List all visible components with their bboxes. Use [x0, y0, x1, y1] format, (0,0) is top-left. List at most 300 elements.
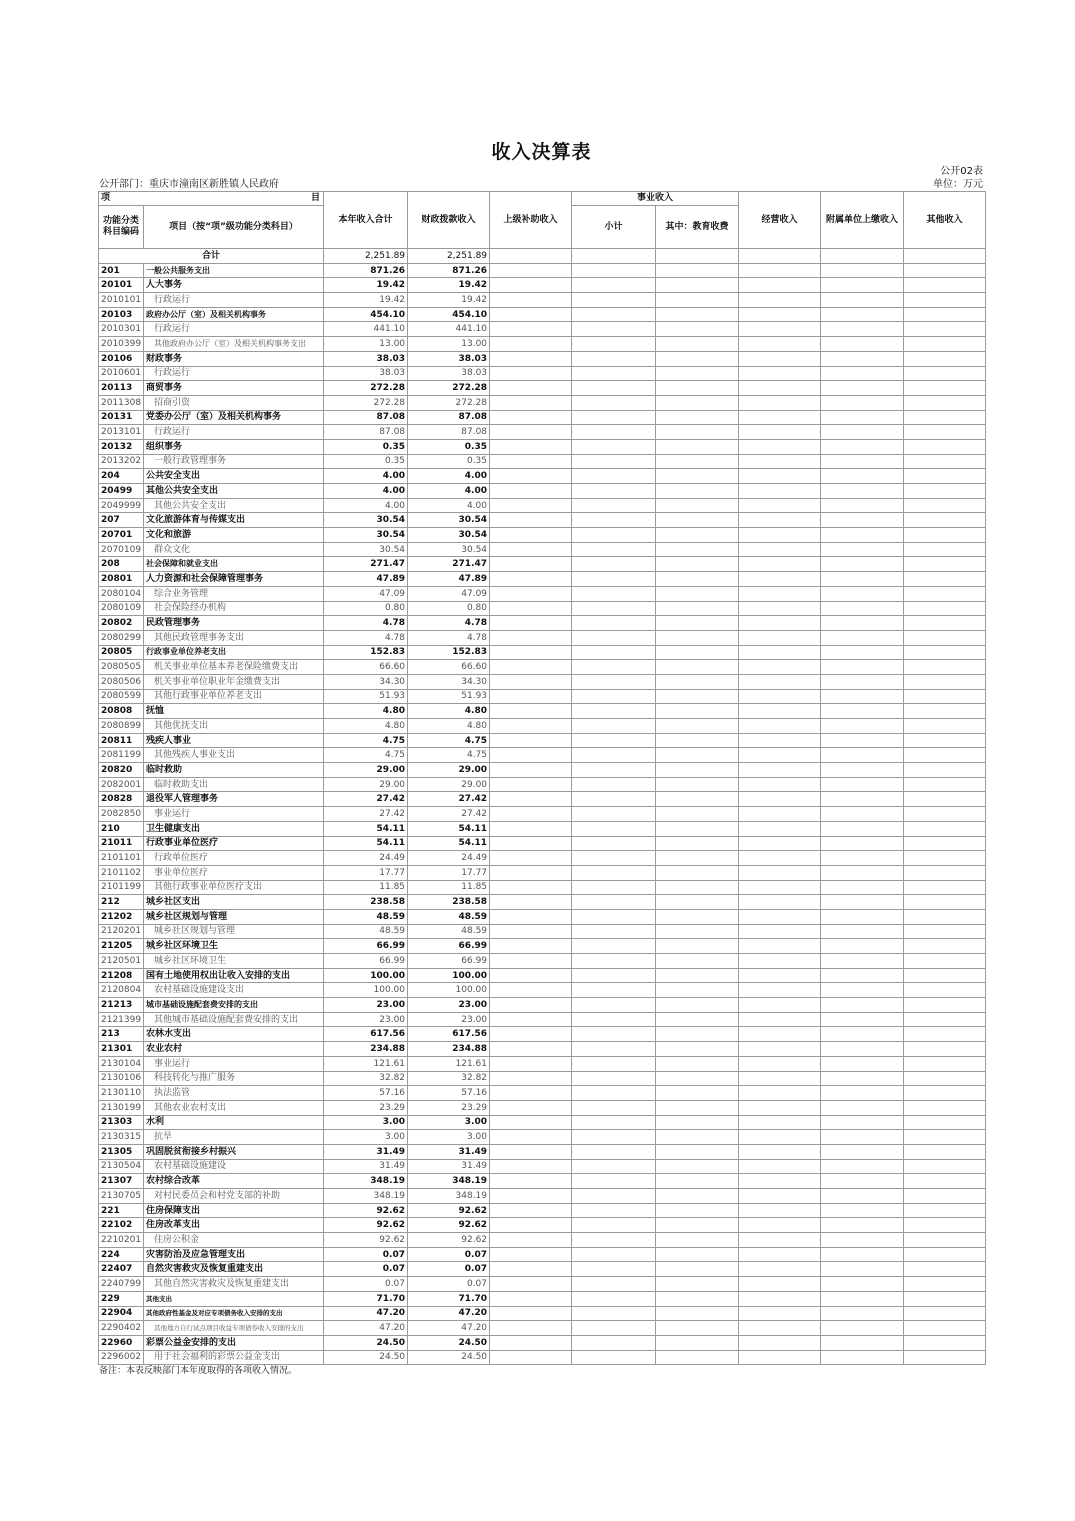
table-row	[99, 542, 986, 557]
table-row	[99, 293, 986, 308]
row-empty-cell	[821, 939, 904, 954]
row-empty-cell	[572, 895, 656, 910]
table-row	[99, 1218, 986, 1233]
row-total: 3.00	[324, 1130, 408, 1145]
row-empty-cell	[572, 645, 656, 660]
row-empty-cell	[739, 880, 821, 895]
row-empty-cell	[904, 395, 986, 410]
table-row	[99, 1086, 986, 1101]
row-fiscal: 13.00	[408, 337, 490, 352]
row-total: 454.10	[324, 307, 408, 322]
row-total: 87.08	[324, 425, 408, 440]
row-empty-cell	[656, 1321, 739, 1336]
row-empty-cell	[739, 1042, 821, 1057]
row-empty-cell	[490, 719, 572, 734]
item-right-label: 目	[311, 193, 321, 203]
row-total: 92.62	[324, 1233, 408, 1248]
row-code: 20131	[99, 410, 144, 425]
row-fiscal: 0.35	[408, 454, 490, 469]
row-empty-cell	[821, 542, 904, 557]
row-code: 20132	[99, 439, 144, 454]
row-total: 0.07	[324, 1262, 408, 1277]
row-empty-cell	[739, 763, 821, 778]
row-empty-cell	[572, 1335, 656, 1350]
row-fiscal: 152.83	[408, 645, 490, 660]
row-empty-cell	[904, 263, 986, 278]
row-empty-cell	[739, 1189, 821, 1204]
row-fiscal: 24.49	[408, 851, 490, 866]
row-name: 其他城市基础设施配套费安排的支出	[144, 1012, 324, 1027]
row-name: 城乡社区支出	[144, 895, 324, 910]
table-row	[99, 998, 986, 1013]
row-empty-cell	[739, 381, 821, 396]
row-total: 4.75	[324, 748, 408, 763]
row-empty-cell	[904, 895, 986, 910]
row-code: 213	[99, 1027, 144, 1042]
row-total: 24.50	[324, 1335, 408, 1350]
row-code: 2120501	[99, 954, 144, 969]
row-empty-cell	[821, 395, 904, 410]
row-code: 20113	[99, 381, 144, 396]
row-empty-cell	[821, 528, 904, 543]
row-fiscal: 23.29	[408, 1100, 490, 1115]
row-name: 其他公共安全支出	[144, 498, 324, 513]
row-name: 群众文化	[144, 542, 324, 557]
row-name: 事业运行	[144, 1056, 324, 1071]
row-empty-cell	[656, 719, 739, 734]
row-empty-cell	[656, 689, 739, 704]
row-empty-cell	[656, 807, 739, 822]
row-code: 20808	[99, 704, 144, 719]
row-fiscal: 87.08	[408, 425, 490, 440]
row-total: 348.19	[324, 1189, 408, 1204]
table-row	[99, 763, 986, 778]
row-empty-cell	[904, 763, 986, 778]
row-empty-cell	[739, 293, 821, 308]
table-row	[99, 836, 986, 851]
row-code: 2290402	[99, 1321, 144, 1336]
row-code: 21208	[99, 968, 144, 983]
row-empty-cell	[656, 1071, 739, 1086]
row-empty-cell	[656, 439, 739, 454]
row-code: 2010101	[99, 293, 144, 308]
row-empty-cell	[821, 337, 904, 352]
row-empty-cell	[739, 1100, 821, 1115]
row-empty-cell	[904, 1203, 986, 1218]
row-fiscal: 66.60	[408, 660, 490, 675]
row-total: 871.26	[324, 263, 408, 278]
row-total: 4.80	[324, 719, 408, 734]
row-empty-cell	[656, 513, 739, 528]
row-fiscal: 48.59	[408, 924, 490, 939]
row-empty-cell	[739, 1350, 821, 1365]
row-fiscal: 0.07	[408, 1247, 490, 1262]
row-empty-cell	[572, 484, 656, 499]
row-empty-cell	[572, 1159, 656, 1174]
table-row	[99, 1130, 986, 1145]
row-empty-cell	[904, 777, 986, 792]
table-row	[99, 1203, 986, 1218]
row-empty-cell	[739, 484, 821, 499]
row-empty-cell	[656, 777, 739, 792]
row-empty-cell	[572, 1262, 656, 1277]
row-empty-cell	[656, 1350, 739, 1365]
row-code: 212	[99, 895, 144, 910]
row-empty-cell	[656, 660, 739, 675]
row-empty-cell	[821, 1233, 904, 1248]
row-code: 2130315	[99, 1130, 144, 1145]
row-name: 住房公积金	[144, 1233, 324, 1248]
row-fiscal: 57.16	[408, 1086, 490, 1101]
row-empty-cell	[904, 1071, 986, 1086]
row-empty-cell	[572, 1306, 656, 1321]
row-total: 92.62	[324, 1218, 408, 1233]
row-empty-cell	[739, 1233, 821, 1248]
row-empty-cell	[739, 557, 821, 572]
table-row	[99, 1174, 986, 1189]
row-code: 20106	[99, 351, 144, 366]
row-empty-cell	[490, 998, 572, 1013]
row-fiscal: 0.35	[408, 439, 490, 454]
row-empty-cell	[904, 748, 986, 763]
table-row	[99, 1277, 986, 1292]
row-code: 2011308	[99, 395, 144, 410]
row-code: 2010399	[99, 337, 144, 352]
row-empty-cell	[572, 542, 656, 557]
row-empty-cell	[739, 366, 821, 381]
row-empty-cell	[739, 821, 821, 836]
row-total: 441.10	[324, 322, 408, 337]
row-empty-cell	[821, 1335, 904, 1350]
row-empty-cell	[656, 586, 739, 601]
row-empty-cell	[739, 719, 821, 734]
row-empty-cell	[490, 528, 572, 543]
table-row	[99, 395, 986, 410]
row-empty-cell	[490, 263, 572, 278]
row-empty-cell	[904, 865, 986, 880]
table-row	[99, 924, 986, 939]
row-empty-cell	[490, 792, 572, 807]
row-name: 财政事务	[144, 351, 324, 366]
row-empty-cell	[572, 807, 656, 822]
table-row	[99, 572, 986, 587]
row-total: 30.54	[324, 513, 408, 528]
row-fiscal: 11.85	[408, 880, 490, 895]
row-fiscal: 38.03	[408, 351, 490, 366]
row-total: 48.59	[324, 909, 408, 924]
row-empty-cell	[490, 542, 572, 557]
row-empty-cell	[572, 1100, 656, 1115]
col-superior: 上级补助收入	[490, 192, 572, 249]
row-fiscal: 271.47	[408, 557, 490, 572]
row-empty-cell	[821, 410, 904, 425]
row-code: 2082850	[99, 807, 144, 822]
row-fiscal: 48.59	[408, 909, 490, 924]
item-left-label: 项	[101, 193, 111, 203]
row-total: 4.80	[324, 704, 408, 719]
row-fiscal: 4.75	[408, 748, 490, 763]
row-code: 2070109	[99, 542, 144, 557]
row-empty-cell	[821, 1247, 904, 1262]
table-row	[99, 939, 986, 954]
row-empty-cell	[821, 586, 904, 601]
row-empty-cell	[904, 924, 986, 939]
row-empty-cell	[656, 983, 739, 998]
total-sum: 2,251.89	[324, 249, 408, 264]
row-empty-cell	[821, 895, 904, 910]
table-row	[99, 1056, 986, 1071]
table-row	[99, 1350, 986, 1365]
row-name: 文化和旅游	[144, 528, 324, 543]
row-fiscal: 71.70	[408, 1291, 490, 1306]
row-fiscal: 30.54	[408, 513, 490, 528]
row-name: 灾害防治及应急管理支出	[144, 1247, 324, 1262]
row-empty-cell	[821, 1115, 904, 1130]
table-body	[99, 249, 986, 1365]
row-empty-cell	[739, 337, 821, 352]
table-row	[99, 454, 986, 469]
row-empty-cell	[739, 395, 821, 410]
row-total: 71.70	[324, 1291, 408, 1306]
row-empty-cell	[572, 719, 656, 734]
row-empty-cell	[821, 748, 904, 763]
row-empty-cell	[572, 674, 656, 689]
row-empty-cell	[739, 909, 821, 924]
total-label: 合计	[99, 249, 324, 264]
row-empty-cell	[739, 351, 821, 366]
row-empty-cell	[656, 1100, 739, 1115]
row-empty-cell	[821, 1350, 904, 1365]
row-name: 机关事业单位基本养老保险缴费支出	[144, 660, 324, 675]
row-empty-cell	[572, 777, 656, 792]
row-empty-cell	[821, 630, 904, 645]
row-empty-cell	[821, 263, 904, 278]
row-empty-cell	[904, 425, 986, 440]
row-name: 政府办公厅（室）及相关机构事务	[144, 307, 324, 322]
row-code: 2130705	[99, 1189, 144, 1204]
row-empty-cell	[656, 1012, 739, 1027]
row-code: 2130104	[99, 1056, 144, 1071]
row-empty-cell	[490, 880, 572, 895]
row-code: 22102	[99, 1218, 144, 1233]
table-row	[99, 1100, 986, 1115]
row-empty-cell	[656, 954, 739, 969]
row-empty-cell	[490, 1042, 572, 1057]
table-row	[99, 630, 986, 645]
row-empty-cell	[656, 1306, 739, 1321]
row-code: 2080899	[99, 719, 144, 734]
row-fiscal: 3.00	[408, 1130, 490, 1145]
row-fiscal: 238.58	[408, 895, 490, 910]
row-empty-cell	[821, 1100, 904, 1115]
row-empty-cell	[572, 660, 656, 675]
row-empty-cell	[490, 1012, 572, 1027]
row-name: 行政事业单位医疗	[144, 836, 324, 851]
row-empty-cell	[904, 1335, 986, 1350]
row-empty-cell	[656, 1218, 739, 1233]
row-empty-cell	[572, 983, 656, 998]
row-empty-cell	[572, 293, 656, 308]
row-empty-cell	[739, 645, 821, 660]
row-empty-cell	[821, 322, 904, 337]
row-empty-cell	[490, 763, 572, 778]
row-empty-cell	[739, 689, 821, 704]
row-empty-cell	[656, 645, 739, 660]
row-total: 0.07	[324, 1247, 408, 1262]
row-fiscal: 19.42	[408, 293, 490, 308]
row-fiscal: 4.78	[408, 630, 490, 645]
row-fiscal: 24.50	[408, 1350, 490, 1365]
row-empty-cell	[904, 410, 986, 425]
row-empty-cell	[490, 836, 572, 851]
table-row	[99, 1012, 986, 1027]
row-empty-cell	[490, 439, 572, 454]
row-fiscal: 0.07	[408, 1262, 490, 1277]
row-empty-cell	[904, 1277, 986, 1292]
row-empty-cell	[656, 1247, 739, 1262]
row-empty-cell	[490, 924, 572, 939]
row-empty-cell	[572, 939, 656, 954]
row-empty-cell	[490, 1027, 572, 1042]
row-empty-cell	[656, 1042, 739, 1057]
row-empty-cell	[656, 557, 739, 572]
row-empty-cell	[739, 1130, 821, 1145]
row-empty-cell	[572, 366, 656, 381]
table-row	[99, 689, 986, 704]
row-empty-cell	[739, 704, 821, 719]
row-empty-cell	[739, 968, 821, 983]
row-empty-cell	[656, 528, 739, 543]
row-fiscal: 87.08	[408, 410, 490, 425]
row-name: 城乡社区规划与管理	[144, 924, 324, 939]
row-empty-cell	[656, 278, 739, 293]
row-empty-cell	[739, 439, 821, 454]
row-name: 社会保障和就业支出	[144, 557, 324, 572]
row-code: 2296002	[99, 1350, 144, 1365]
row-total: 271.47	[324, 557, 408, 572]
table-row	[99, 880, 986, 895]
row-empty-cell	[904, 484, 986, 499]
table-row	[99, 792, 986, 807]
row-empty-cell	[904, 307, 986, 322]
dept-unit-row	[98, 178, 985, 191]
row-total: 27.42	[324, 792, 408, 807]
row-empty-cell	[656, 1130, 739, 1145]
row-empty-cell	[821, 1042, 904, 1057]
row-empty-cell	[490, 1277, 572, 1292]
row-code: 2130106	[99, 1071, 144, 1086]
row-empty-cell	[739, 733, 821, 748]
total-row	[99, 249, 986, 264]
table-row	[99, 557, 986, 572]
row-name: 其他行政事业单位医疗支出	[144, 880, 324, 895]
row-code: 224	[99, 1247, 144, 1262]
row-empty-cell	[821, 719, 904, 734]
table-row	[99, 1247, 986, 1262]
row-empty-cell	[656, 836, 739, 851]
row-empty-cell	[490, 381, 572, 396]
row-fiscal: 34.30	[408, 674, 490, 689]
row-empty-cell	[656, 601, 739, 616]
table-row	[99, 865, 986, 880]
table-row	[99, 601, 986, 616]
item-header	[99, 192, 324, 206]
row-fiscal: 47.20	[408, 1306, 490, 1321]
row-total: 29.00	[324, 777, 408, 792]
row-empty-cell	[821, 484, 904, 499]
row-empty-cell	[572, 395, 656, 410]
row-empty-cell	[656, 1233, 739, 1248]
row-empty-cell	[821, 821, 904, 836]
row-total: 31.49	[324, 1144, 408, 1159]
row-empty-cell	[656, 1086, 739, 1101]
row-code: 20828	[99, 792, 144, 807]
row-empty-cell	[904, 851, 986, 866]
total-fiscal: 2,251.89	[408, 249, 490, 264]
row-name: 国有土地使用权出让收入安排的支出	[144, 968, 324, 983]
row-empty-cell	[904, 689, 986, 704]
row-code: 2130110	[99, 1086, 144, 1101]
col-name: 项目（按“项”级功能分类科目）	[144, 206, 324, 249]
row-empty-cell	[572, 322, 656, 337]
row-empty-cell	[572, 1291, 656, 1306]
row-empty-cell	[572, 968, 656, 983]
row-empty-cell	[572, 880, 656, 895]
row-empty-cell	[490, 1306, 572, 1321]
row-code: 21213	[99, 998, 144, 1013]
row-name: 执法监管	[144, 1086, 324, 1101]
table-row	[99, 263, 986, 278]
row-empty-cell	[904, 572, 986, 587]
row-empty-cell	[821, 704, 904, 719]
row-empty-cell	[904, 1144, 986, 1159]
row-empty-cell	[490, 1086, 572, 1101]
row-empty-cell	[739, 924, 821, 939]
row-total: 23.00	[324, 998, 408, 1013]
row-empty-cell	[572, 410, 656, 425]
row-total: 24.49	[324, 851, 408, 866]
col-business-group: 事业收入	[572, 192, 739, 206]
row-total: 30.54	[324, 528, 408, 543]
row-name: 其他农业农村支出	[144, 1100, 324, 1115]
table-row	[99, 278, 986, 293]
row-fiscal: 871.26	[408, 263, 490, 278]
row-name: 组织事务	[144, 439, 324, 454]
row-name: 农村基础设施建设	[144, 1159, 324, 1174]
row-empty-cell	[572, 586, 656, 601]
row-empty-cell	[739, 528, 821, 543]
row-fiscal: 0.07	[408, 1277, 490, 1292]
row-empty-cell	[572, 1071, 656, 1086]
row-code: 2080109	[99, 601, 144, 616]
row-empty-cell	[490, 674, 572, 689]
col-code: 功能分类科目编码	[99, 206, 144, 249]
row-total: 11.85	[324, 880, 408, 895]
row-name: 事业单位医疗	[144, 865, 324, 880]
row-name: 对村民委员会和村党支部的补助	[144, 1189, 324, 1204]
row-empty-cell	[656, 763, 739, 778]
row-fiscal: 454.10	[408, 307, 490, 322]
row-empty-cell	[821, 601, 904, 616]
row-code: 21205	[99, 939, 144, 954]
row-empty-cell	[490, 410, 572, 425]
row-empty-cell	[821, 454, 904, 469]
row-fiscal: 47.09	[408, 586, 490, 601]
row-empty-cell	[490, 968, 572, 983]
row-fiscal: 92.62	[408, 1203, 490, 1218]
row-name: 抗旱	[144, 1130, 324, 1145]
row-empty-cell	[821, 1306, 904, 1321]
